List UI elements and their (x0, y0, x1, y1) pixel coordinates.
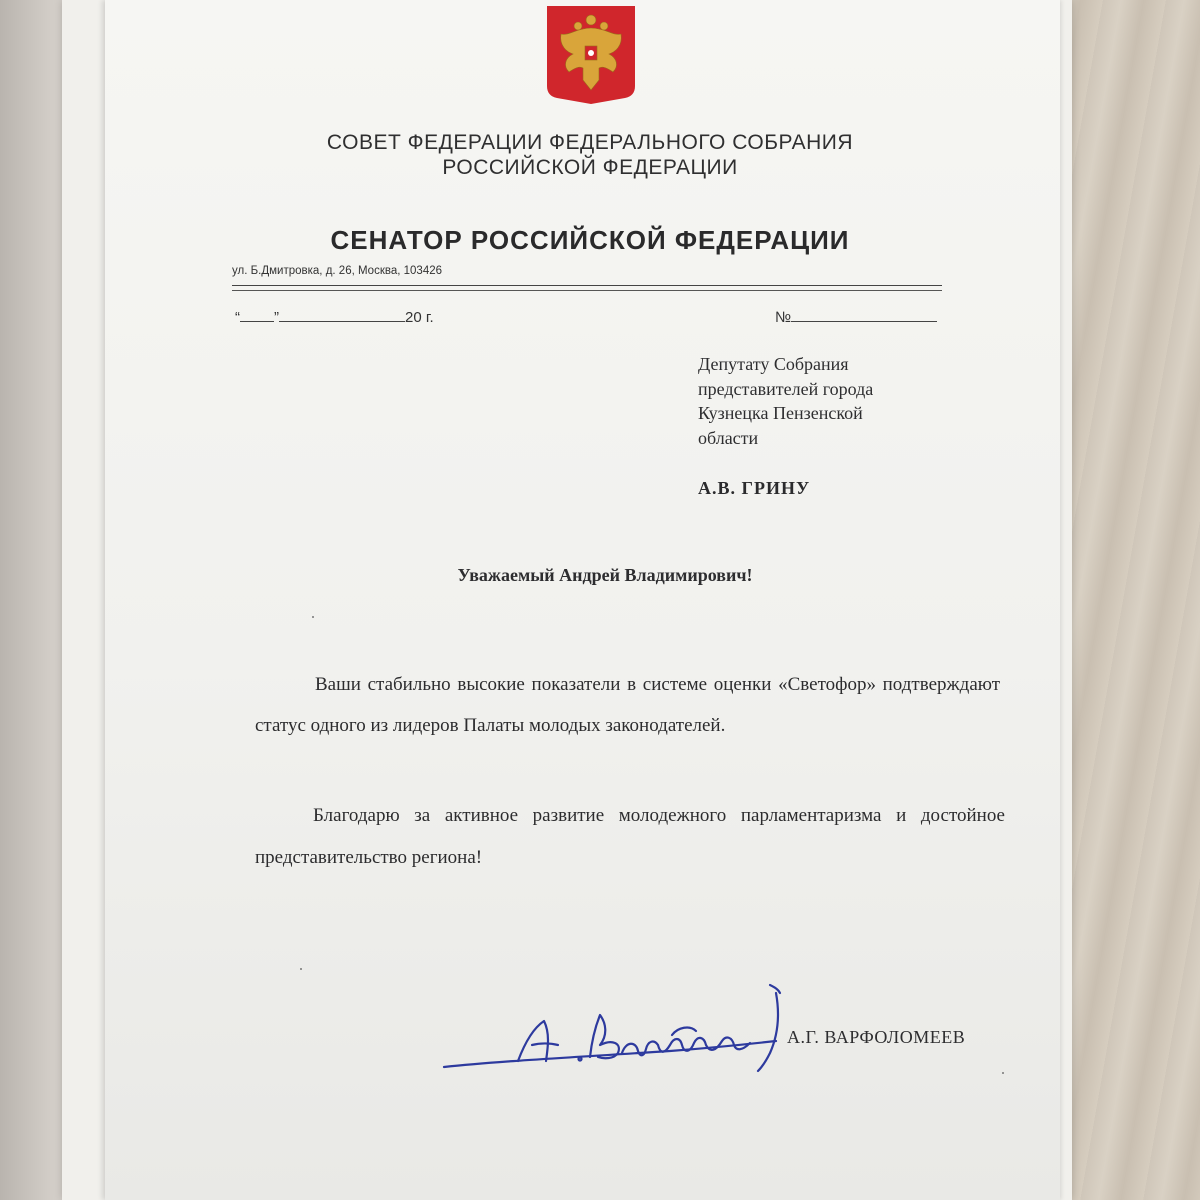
addressee-line-1: Депутату Собрания (698, 354, 849, 374)
divider-thin (232, 290, 942, 291)
senator-title: СЕНАТОР РОССИЙСКОЙ ФЕДЕРАЦИИ (330, 225, 850, 255)
divider-thick (232, 285, 942, 286)
date-day-blank (240, 307, 274, 322)
paper-speck (300, 968, 302, 970)
salutation: Уважаемый Андрей Владимирович! (457, 565, 753, 585)
addressee-line-3: Кузнецка Пензенской (698, 403, 863, 423)
number-blank (791, 307, 937, 322)
russian-coat-of-arms-icon (547, 6, 635, 104)
date-month-blank (279, 307, 405, 322)
paper-speck (1002, 1072, 1004, 1074)
body-paragraph-2: Благодарю за активное развитие молодежного парламентаризма и достойное представительство региона! (255, 805, 1005, 868)
paper-speck (312, 616, 314, 618)
signatory-name: А.Г. ВАРФОЛОМЕЕВ (787, 1027, 966, 1047)
date-field (235, 307, 434, 326)
council-line-2: РОССИЙСКОЙ ФЕДЕРАЦИИ (442, 156, 738, 179)
addressee-line-4: области (698, 427, 759, 448)
number-field (775, 307, 937, 326)
date-year-suffix: 20 г. (405, 309, 434, 326)
date-close-quote: ” (274, 309, 279, 326)
addressee-name: А.В. ГРИНУ (698, 478, 811, 498)
addressee-line-2: представителей города (698, 378, 874, 399)
council-line-1: СОВЕТ ФЕДЕРАЦИИ ФЕДЕРАЛЬНОГО СОБРАНИЯ (326, 131, 854, 154)
number-label: № (775, 309, 792, 326)
letterhead-address: ул. Б.Дмитровка, д. 26, Москва, 103426 (232, 265, 443, 277)
handwritten-signature (440, 975, 785, 1085)
date-open-quote: “ (235, 309, 240, 326)
body-paragraph-1: Ваши стабильно высокие показатели в системе оценки «Светофор» подтверждают статус одного из лидеров Палаты молодых законодателей. (255, 674, 1000, 736)
council-heading (245, 130, 935, 180)
addressee-block (698, 352, 958, 450)
